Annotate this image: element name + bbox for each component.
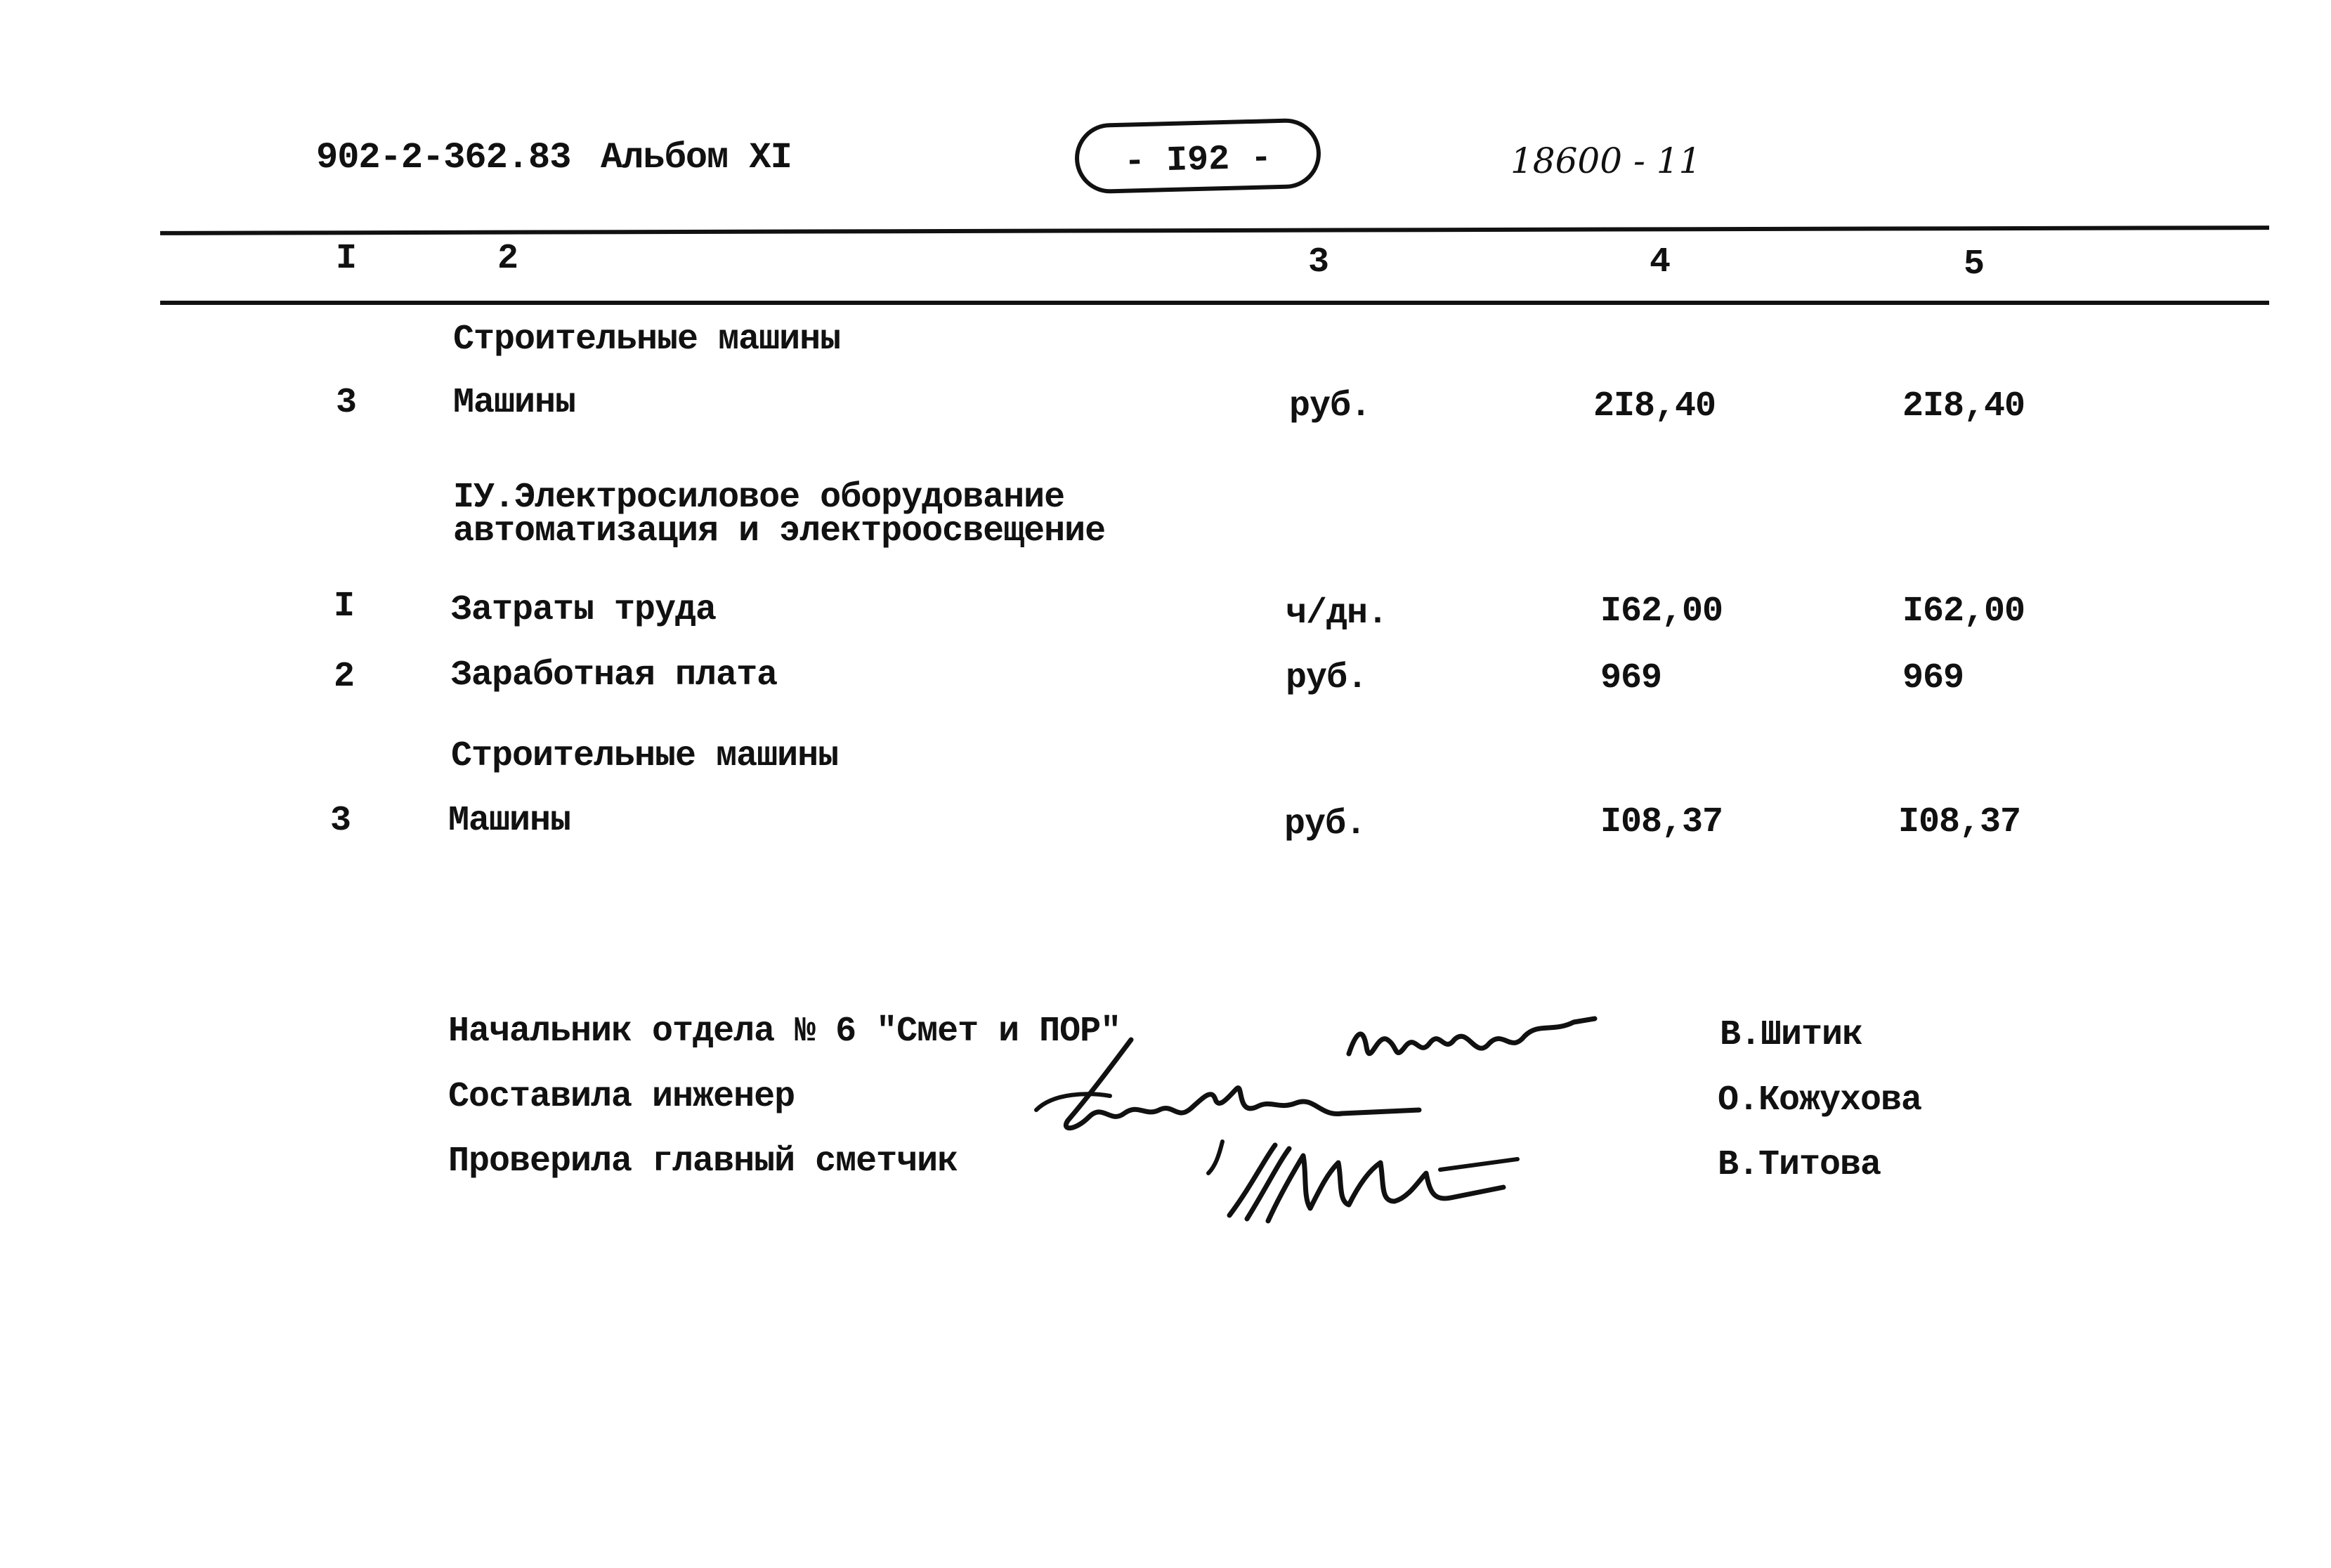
- row-number: I: [334, 587, 355, 627]
- row-unit: руб.: [1286, 658, 1368, 698]
- row-unit: руб.: [1284, 804, 1366, 844]
- column-header-3: 3: [1308, 242, 1330, 282]
- row-number: 3: [336, 383, 357, 423]
- handwritten-reference: 18600 - 11: [1510, 141, 1702, 181]
- signatory-name: В.Титова: [1718, 1145, 1881, 1185]
- row-value-5: 969: [1902, 658, 1964, 698]
- table-top-rule: [160, 226, 2269, 235]
- page-number: - I92 -: [1123, 138, 1272, 183]
- page-number-oval: [1074, 117, 1321, 194]
- row-number: 2: [334, 657, 355, 697]
- signatory-name: В.Шитик: [1720, 1015, 1863, 1055]
- row-value-5: 2I8,40: [1902, 386, 2025, 426]
- signature-role: Составила инженер: [448, 1077, 795, 1117]
- column-header-2: 2: [497, 239, 519, 279]
- row-value-4: I08,37: [1600, 802, 1723, 842]
- signatory-name: О.Кожухова: [1718, 1080, 1922, 1121]
- row-number: 3: [330, 801, 351, 841]
- row-name: Машины: [448, 801, 571, 841]
- row-name: Машины: [453, 383, 576, 423]
- section-title: Строительные машины: [453, 320, 841, 360]
- album-label: Альбом XI: [601, 137, 792, 178]
- row-value-5: I08,37: [1898, 802, 2021, 842]
- column-header-1: I: [336, 239, 358, 279]
- row-value-4: 2I8,40: [1593, 386, 1716, 426]
- row-unit: руб.: [1289, 386, 1371, 426]
- row-name: Затраты труда: [451, 590, 717, 630]
- signature-role: Проверила главный сметчик: [448, 1142, 958, 1182]
- signature-role: Начальник отдела № 6 "Смет и ПОР": [448, 1012, 1121, 1052]
- column-header-4: 4: [1650, 242, 1671, 282]
- row-value-5: I62,00: [1902, 592, 2025, 632]
- signature-scribble-bottom: [1208, 1131, 1532, 1229]
- column-header-5: 5: [1964, 244, 1985, 285]
- section-title: Строительные машины: [451, 736, 839, 776]
- row-value-4: 969: [1600, 658, 1662, 698]
- document-code: 902-2-362.83: [316, 137, 571, 178]
- table-header-rule: [160, 301, 2269, 305]
- section-heading: IУ.Электросиловое оборудование: [453, 478, 1065, 518]
- row-value-4: I62,00: [1600, 592, 1723, 632]
- row-name: Заработная плата: [451, 655, 778, 695]
- section-heading-line-2: автоматизация и электроосвещение: [453, 511, 1106, 551]
- row-unit: ч/дн.: [1286, 594, 1388, 634]
